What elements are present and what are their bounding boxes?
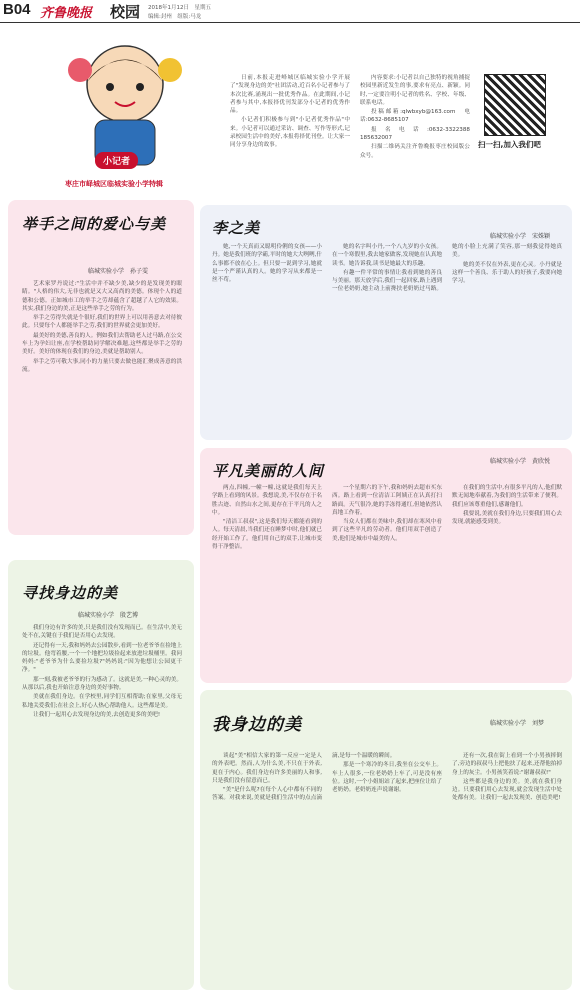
- section-name: 校园: [110, 3, 141, 21]
- qr-caption: 扫一扫,加入我们吧: [478, 140, 541, 149]
- school-name: 枣庄市峄城区临城实验小学特辑: [65, 180, 163, 188]
- article-paragraph: "清洁工叔叔",这是我们每天都能看到的人。每天清晨,当我们还在睡梦中时,他们就已经开始工作了。他们用自己的双手,让城市变得干净整洁。: [212, 519, 322, 551]
- issue-date: 2018年1月12日 星期五: [148, 5, 211, 11]
- article-paragraph: 这些都是我身边的美。美,就在我们身边。只要我们用心去发现,就会发现生活中处处都有美。让我们一起去发现美、创造美吧!: [452, 778, 562, 802]
- submission-email: 投稿邮箱:qlwbxyb@163.com 电话:0632-8685107: [360, 109, 470, 124]
- article-paragraph: 她的名字叫小丹,一个八九岁的小女孩。在一个寒假里,我去她家做客,发现她在认真地读书。她告诉我,读书是她最大的乐趣。: [332, 244, 442, 267]
- article-paragraph: 我们身边有许多的美,只是我们没有发现而已。在生活中,美无处不在,关键在于我们是否用心去发现。: [22, 625, 182, 640]
- article-paragraph: 最美好的美德,善良的人。例如我们去帮助老人过马路,在公交车上为孕妇让座,在学校帮助同学解决难题,这些都是举手之劳的美好。美好的体现在我们的身边,美就是帮助别人。: [22, 332, 182, 356]
- article-title: 平凡美丽的人间: [212, 462, 325, 480]
- signup-phone: 报名电话:0632-3322388 185632007: [360, 126, 476, 142]
- article-byline: 临城实验小学 宋姝颖: [490, 233, 551, 240]
- article-card: [8, 200, 194, 535]
- article-paragraph: 谈起"美"相信大家的第一反应一定是人的外表吧。然而,人为什么美,不只在于外表,更在于内心。我们身边有许多美丽的人和事,只是我们没有留意而已。: [212, 753, 322, 784]
- intro-paragraph: 小记者们积极参与到"小记者优秀作品"中来。小记者可以通过采访、调查、写作等形式,记录校园生活中的美好,本报将择优刊登。让大家一同分享身边的故事。: [230, 117, 350, 149]
- banner: [0, 24, 580, 194]
- page-header: [0, 0, 580, 23]
- article-byline: 临城实验小学 黄欣悦: [490, 458, 551, 465]
- article-title: 寻找身边的美: [22, 584, 119, 602]
- article-title: 举手之间的爱心与美: [22, 215, 167, 233]
- mascot-caption: 小记者: [103, 157, 131, 167]
- intro-column-2: [360, 74, 476, 161]
- page-number: B04: [3, 1, 31, 18]
- article-title: 李之美: [212, 219, 261, 237]
- qr-code[interactable]: [484, 74, 546, 136]
- article-body: [22, 280, 182, 375]
- article-paragraph: 当众人们都在美味中,我们却在寒风中看到了这些平凡的劳动者。他们用双手创造了美,他们是城市中最美的人。: [332, 519, 442, 542]
- article-body: [212, 484, 562, 551]
- qr-note: 扫描二维码关注齐鲁晚报枣庄校园版公众号。: [360, 144, 470, 159]
- article-title: 我身边的美: [212, 715, 302, 735]
- article-paragraph: 举手之劳可敬大事,同小的力量只要去做也能汇聚成善意的洪流。: [22, 358, 182, 373]
- article-card: [200, 205, 572, 440]
- article-paragraph: 让我们一起用心去发现身边的美,去创造更多的美吧!: [33, 711, 161, 718]
- submission-requirements: 内容要求:小记者以自己独特的视角捕捉校园里新近发生的事,要求有亮点、新颖。同时,一定要注明小记者的姓名、学校、年级、联系电话。: [360, 75, 470, 106]
- article-byline: 临城实验小学 刘梦: [490, 720, 545, 727]
- article-card: [200, 690, 572, 990]
- article-card: [200, 448, 572, 683]
- article-paragraph: 美就在我们身边。在学校里,同学们互相帮助;在家里,父母无私地关爱我们;在社会上,好心人热心帮助他人。这些都是美。: [22, 694, 182, 709]
- article-paragraph: 还有一次,我在街上看到一个小男孩摔倒了,旁边的叔叔马上把他扶了起来,还帮他拍掉身上的灰尘。小男孩笑着说:"谢谢叔叔!": [452, 753, 562, 776]
- article-body: [212, 243, 562, 294]
- article-paragraph: 那是一个寒冷的冬日,我坐在公交车上。车上人很多,一位老奶奶上车了,可是没有座位。这时,一个小姐姐站了起来,把座位让给了老奶奶。老奶奶连声说谢谢。: [332, 762, 442, 794]
- article-paragraph: 有趣一件平常的事情让我看到她的善良与美丽。那天放学后,我们一起回家,路上遇到一位老奶奶,她主动上前搀扶老奶奶过马路。她的小脸上充满了笑容,那一刻我觉得她真美。: [332, 244, 562, 293]
- article-paragraph: 那一刻,我被老爷爷的行为感动了。这就是美,一种心灵的美。从那以后,我也开始注意身边的美好事物。: [22, 676, 182, 692]
- editors: 编辑:封州 组版:马龙: [148, 14, 202, 20]
- article-paragraph: 两点,四幢,一幢一幢,这就是我们每天上学路上看到的风景。我想说,美,不仅存在于名胜古迹、自然山水之间,更存在于平凡的人之中。: [212, 485, 322, 516]
- article-byline: 临城实验小学 孙子雯: [88, 268, 149, 275]
- article-paragraph: 我要说,美就在我们身边,只要我们用心去发现,就能感受到美。: [452, 510, 562, 526]
- intro-column-1: [230, 74, 350, 151]
- article-body: [212, 752, 562, 803]
- brand-logo: 齐鲁晚报: [40, 6, 93, 21]
- article-paragraph: "美"是什么呢?在每个人心中都有不同的答案。对我来说,美就是我们生活中的点点滴滴,是每一个温暖的瞬间。: [212, 753, 396, 802]
- article-card: [8, 560, 194, 990]
- article-byline: 临城实验小学 殷艺博: [78, 612, 139, 619]
- article-paragraph: 艺术家罗丹说过:"生活中并不缺少美,缺少的是发现美的眼睛。"人格的伟大,无非也就是又大又高尚的美德。体现个人的道德和公德。正如城市工的举手之劳却蕴含了超越了人它的效果。其实,我们身边的美,正是这些举手之劳的行为。: [22, 281, 182, 312]
- article-paragraph: 举手之劳得失就是个很好,我们的世界上可以用善意去对待彼此。只要每个人都能举手之劳,我们的世界就会更加美好。: [22, 315, 182, 330]
- mascot-caption-tag: [95, 152, 138, 169]
- article-paragraph: 她,一个天真而又聪明伶俐的女孩——小丹。她是我们班的学霸,平时的她大大咧咧,什么事都不放在心上。但只要一说到学习,她就是一个严谨认真的人。她的学习从来都是一丝不苟。: [212, 244, 322, 284]
- article-body: [22, 624, 182, 720]
- article-paragraph: 一个星期六的下午,我和妈妈去超市买东西。路上看到一位清洁工阿姨正在认真打扫路面。天气很冷,她的手冻得通红,但她依然认真地工作着。: [332, 485, 442, 516]
- article-paragraph: 还记得有一天,我和妈妈去公园散步,看到一位老爷爷在捡地上的垃圾。他弯着腰,一个一个地把垃圾捡起来放进垃圾桶里。我问妈妈:"老爷爷为什么要捡垃圾?"妈妈说:"因为他想让公园更干净。": [22, 642, 182, 674]
- article-paragraph: 在我们的生活中,有很多平凡的人,他们默默无闻地奉献着,为我们的生活带来了便利。我们应该尊重他们,感谢他们。: [452, 485, 562, 508]
- intro-paragraph: 日前,本报走进峄城区临城实验小学开展了"发现身边的美"社团活动,近百名小记者参与了本次比赛,涌现出一批优秀作品。在此期间,小记者参与其中,本报择优刊发部分小记者的优秀作品。: [230, 75, 350, 115]
- article-paragraph: 她的美不仅在外表,更在心灵。小丹就是这样一个善良、乐于助人的好孩子,我要向她学习。: [452, 261, 562, 285]
